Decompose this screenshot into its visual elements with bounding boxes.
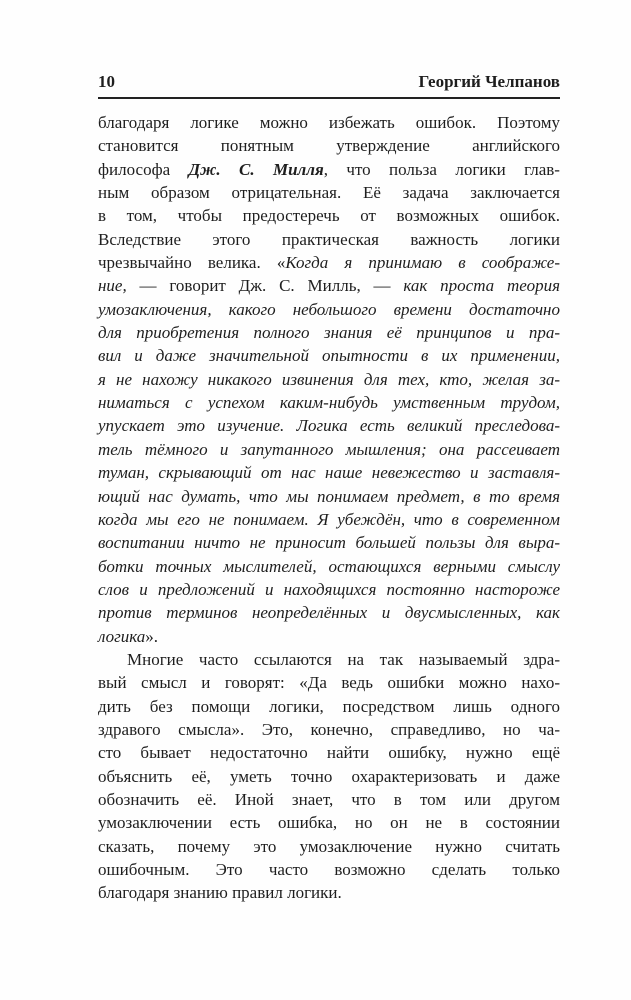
text-line <box>98 718 560 741</box>
text-segment: ботки точных мыслителей, остающихся верными смыслу <box>98 556 560 576</box>
text-segment: тель тёмного и запутанного мышления; она рассеивает <box>98 439 560 459</box>
text-line <box>98 461 560 484</box>
text-segment: туман, скрывающий от нас наше невежество и заставля- <box>98 463 560 483</box>
text-line <box>98 881 560 904</box>
paragraph <box>98 111 560 648</box>
text-line <box>98 741 560 764</box>
text-segment: ». <box>145 626 159 646</box>
text-segment: когда мы его не понимаем. Я убеждён, что в современном <box>98 509 560 529</box>
text-line <box>98 858 560 881</box>
paragraph <box>98 648 560 905</box>
text-segment: слов и предложений и находящихся постоянно настороже <box>98 579 560 599</box>
text-line <box>98 251 560 274</box>
text-segment: Вследствие этого практическая важность логики <box>98 229 560 249</box>
text-line <box>98 508 560 531</box>
text-segment: благодаря знанию правил логики. <box>98 883 342 903</box>
text-line <box>98 344 560 367</box>
text-segment: вый смысл и говорят: «Да ведь ошибки можно нахо- <box>98 673 560 693</box>
text-line <box>98 765 560 788</box>
text-line <box>98 274 560 297</box>
text-segment: дить без помощи логики, посредством лишь одного <box>98 696 560 716</box>
text-line <box>98 811 560 834</box>
text-line <box>98 391 560 414</box>
text-line <box>98 181 560 204</box>
text-line <box>98 438 560 461</box>
text-segment: я не нахожу никакого извинения для тех, кто, желая за- <box>98 369 560 389</box>
text-segment: логика <box>98 626 146 646</box>
text-segment: ющий нас думать, что мы понимаем предмет, в то время <box>98 486 560 506</box>
text-segment: ошибочным. Это часто возможно сделать только <box>98 860 560 879</box>
page-number: 10 <box>98 72 115 91</box>
text-segment: упускает это изучение. Логика есть великий преследова- <box>98 416 560 436</box>
text-line <box>98 671 560 694</box>
text-line <box>98 321 560 344</box>
text-segment: обозначить её. Иной знает, что в том или другом <box>98 789 560 809</box>
text-segment: благодаря логике можно избежать ошибок. Поэтому <box>98 113 560 132</box>
text-segment: против терминов неопределённых и двусмысленных, как <box>98 603 560 623</box>
text-line <box>98 835 560 858</box>
text-line <box>98 578 560 601</box>
text-line <box>98 788 560 811</box>
text-line <box>98 228 560 251</box>
text-segment: сказать, почему это умозаключение нужно считать <box>98 836 560 856</box>
header-rule <box>98 97 560 99</box>
text-line <box>98 134 560 157</box>
text-segment: ние, <box>98 276 127 296</box>
running-header <box>98 72 560 92</box>
text-line <box>98 204 560 227</box>
text-line <box>98 111 560 134</box>
text-segment: здравого смысла». Это, конечно, справедливо, но ча- <box>98 719 560 739</box>
text-segment: умозаключении есть ошибка, но он не в состоянии <box>98 813 560 833</box>
text-segment: воспитании ничто не приносит большей пользы для выра- <box>98 533 560 553</box>
text-line <box>98 485 560 508</box>
text-segment: объяснить её, уметь точно охарактеризовать и даже <box>98 766 560 786</box>
text-line <box>98 414 560 437</box>
text-segment: сто бывает недостаточно найти ошибку, нужно ещё <box>98 743 560 763</box>
text-segment: для приобретения полного знания её принципов и пра- <box>98 323 560 343</box>
text-line <box>98 531 560 554</box>
text-segment: ниматься с успехом каким-нибудь умственным трудом, <box>98 393 560 413</box>
text-line <box>98 625 560 648</box>
text-segment: становится понятным утверждение английского <box>98 136 560 156</box>
text-segment: Когда я принимаю в соображе- <box>285 253 561 273</box>
text-line <box>98 555 560 578</box>
text-line <box>98 648 560 671</box>
text-segment: — говорит Дж. С. Милль, — <box>126 276 404 296</box>
text-line <box>98 298 560 321</box>
text-segment: в том, чтобы предостеречь от возможных ошибок. <box>98 206 560 226</box>
text-segment: Дж. С. Милля <box>188 159 324 179</box>
page-body <box>98 111 560 905</box>
text-segment: , что польза логики глав- <box>323 159 560 179</box>
text-segment: как проста теория <box>403 276 560 296</box>
running-head-author: Георгий Челпанов <box>418 72 560 91</box>
text-segment: чрезвычайно велика. « <box>98 253 286 273</box>
text-segment: Многие часто ссылаются на так называемый здра- <box>127 649 560 669</box>
text-line <box>98 368 560 391</box>
text-line <box>98 601 560 624</box>
text-segment: философа <box>98 159 189 179</box>
text-segment: вил и даже значительной опытности в их применении, <box>98 346 560 366</box>
text-line <box>98 695 560 718</box>
text-segment: умозаключения, какого небольшого времени достаточно <box>98 299 560 319</box>
text-line <box>98 158 560 181</box>
text-segment: ным образом отрицательная. Её задача заключается <box>98 183 560 203</box>
